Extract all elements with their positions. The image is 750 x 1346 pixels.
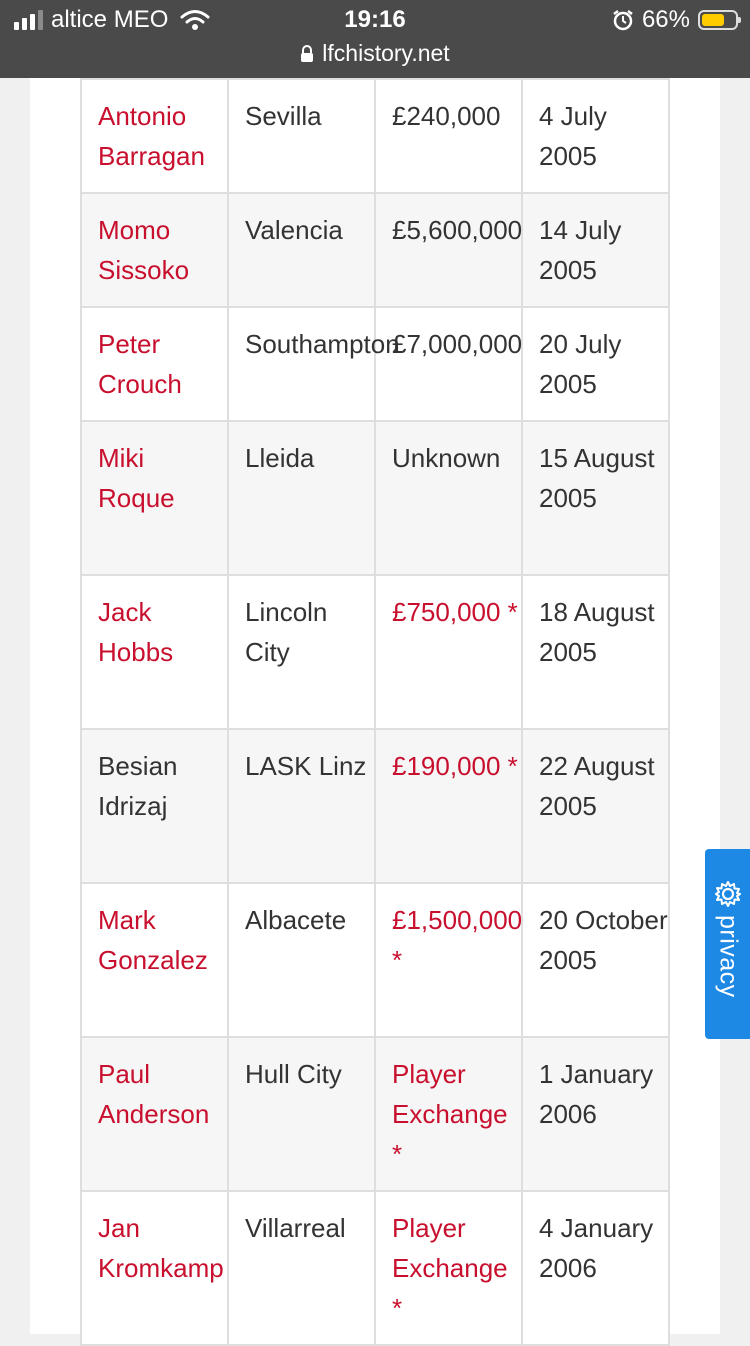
transfer-date: 20 October 2005 (539, 905, 668, 975)
table-row (81, 883, 669, 1037)
fee-link[interactable]: Player Exchange * (392, 1213, 508, 1323)
player-cell (81, 575, 228, 729)
transfer-date: 18 August 2005 (539, 597, 655, 667)
player-link[interactable]: Peter Crouch (98, 329, 182, 399)
player-cell (81, 421, 228, 575)
club-cell (228, 193, 375, 307)
address-bar[interactable] (0, 40, 750, 67)
fee-cell (375, 729, 522, 883)
player-link[interactable]: Jan Kromkamp (98, 1213, 224, 1283)
table-row (81, 307, 669, 421)
table-row (81, 79, 669, 193)
table-row (81, 1191, 669, 1345)
date-cell (522, 193, 669, 307)
fee-link[interactable]: Player Exchange * (392, 1059, 508, 1169)
player-cell (81, 1191, 228, 1345)
gear-icon (713, 879, 743, 909)
fee-link[interactable]: £1,500,000 * (392, 905, 523, 975)
player-link[interactable]: Mark Gonzalez (98, 905, 208, 975)
player-cell (81, 193, 228, 307)
player-link[interactable]: Jack Hobbs (98, 597, 174, 667)
date-cell (522, 1191, 669, 1345)
club-cell (228, 1191, 375, 1345)
fee-value: £5,600,000 (392, 215, 523, 245)
battery-area (612, 6, 738, 34)
player-cell (81, 307, 228, 421)
fee-value: Unknown (392, 443, 501, 473)
fee-cell (375, 575, 522, 729)
transfers-table (80, 78, 670, 1346)
player-link[interactable]: Miki Roque (98, 443, 175, 513)
club-name: Sevilla (245, 101, 322, 131)
player-cell (81, 883, 228, 1037)
table-row (81, 421, 669, 575)
transfer-date: 4 January 2006 (539, 1213, 654, 1283)
club-name: Hull City (245, 1059, 342, 1089)
battery-percent: 66% (641, 6, 690, 33)
player-name: Besian Idrizaj (98, 751, 178, 821)
status-bar (0, 0, 750, 78)
club-name: LASK Linz (245, 751, 367, 781)
privacy-label: privacy (714, 915, 743, 998)
table-row (81, 193, 669, 307)
club-cell (228, 575, 375, 729)
fee-cell (375, 883, 522, 1037)
table-row (81, 729, 669, 883)
date-cell (522, 575, 669, 729)
club-cell (228, 421, 375, 575)
date-cell (522, 883, 669, 1037)
battery-icon (698, 10, 738, 30)
table-row (81, 1037, 669, 1191)
fee-cell (375, 421, 522, 575)
transfer-date: 1 January 2006 (539, 1059, 654, 1129)
club-cell (228, 307, 400, 421)
transfer-date: 15 August 2005 (539, 443, 655, 513)
club-name: Valencia (245, 215, 343, 245)
transfer-date: 20 July 2005 (539, 329, 622, 399)
club-cell (228, 729, 375, 883)
alarm-icon (612, 9, 634, 31)
player-cell (81, 79, 228, 193)
page-content (30, 78, 720, 1334)
fee-cell (375, 1191, 522, 1345)
date-cell (522, 421, 669, 575)
club-cell (228, 79, 375, 193)
player-link[interactable]: Antonio Barragan (98, 101, 205, 171)
url-text: lfchistory.net (322, 40, 450, 66)
club-cell (228, 883, 375, 1037)
club-name: Albacete (245, 905, 347, 935)
club-name: Lleida (245, 443, 315, 473)
transfer-date: 14 July 2005 (539, 215, 622, 285)
date-cell (522, 729, 669, 883)
club-name: Villarreal (245, 1213, 346, 1243)
fee-value: £240,000 (392, 101, 501, 131)
date-cell (522, 79, 669, 193)
club-name: Lincoln City (245, 597, 328, 667)
lock-icon (300, 45, 314, 63)
fee-value: £7,000,000 (392, 329, 523, 359)
table-row (81, 575, 669, 729)
fee-link[interactable]: £750,000 * (392, 597, 518, 627)
fee-link[interactable]: £190,000 * (392, 751, 518, 781)
player-link[interactable]: Paul Anderson (98, 1059, 210, 1129)
player-link[interactable]: Momo Sissoko (98, 215, 190, 285)
player-cell (81, 729, 228, 883)
fee-cell (375, 193, 522, 307)
privacy-button[interactable] (705, 849, 750, 1039)
player-cell (81, 1037, 228, 1191)
transfer-date: 22 August 2005 (539, 751, 655, 821)
club-name: Southampton (245, 329, 400, 359)
fee-cell (375, 1037, 522, 1191)
clock: 19:16 (344, 6, 406, 33)
carrier-name: altice MEO (51, 6, 169, 33)
transfer-date: 4 July 2005 (539, 101, 607, 171)
fee-cell (375, 307, 522, 421)
date-cell (522, 1037, 669, 1191)
date-cell (522, 307, 669, 421)
club-cell (228, 1037, 375, 1191)
fee-cell (375, 79, 522, 193)
